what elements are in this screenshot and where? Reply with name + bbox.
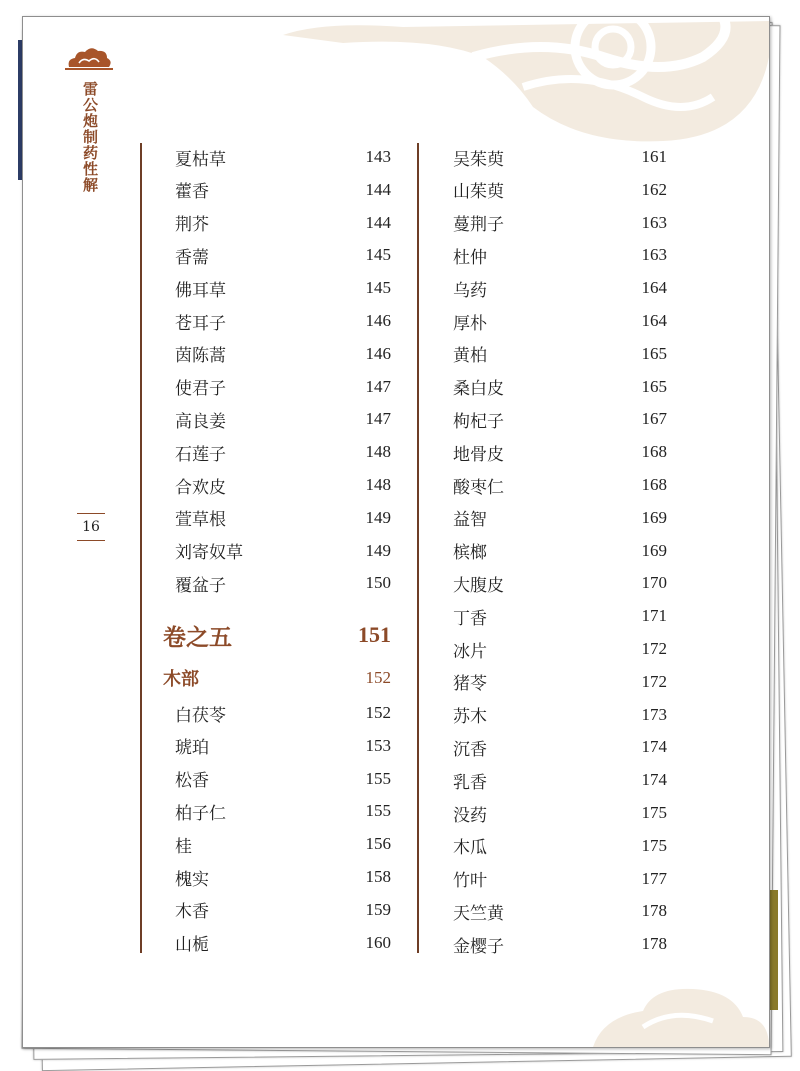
toc-entry[interactable]: [163, 797, 391, 825]
toc-entry-page: 144: [365, 179, 391, 199]
toc-entry-page: 145: [365, 278, 391, 298]
toc-entry[interactable]: [451, 569, 667, 597]
toc-entry[interactable]: [163, 307, 391, 335]
toc-entry-page: 167: [641, 409, 667, 429]
column-divider: [140, 143, 142, 953]
toc-entry-page: 173: [641, 704, 667, 724]
toc-entry-page: 171: [641, 606, 667, 626]
toc-entry-name: 桂: [175, 836, 192, 857]
toc-entry-name: 覆盆子: [175, 575, 226, 596]
toc-entry[interactable]: [163, 340, 391, 368]
toc-entry-page: 146: [365, 343, 391, 363]
section-heading[interactable]: [163, 663, 391, 693]
toc-entry[interactable]: [451, 438, 667, 466]
toc-entry-page: 169: [641, 507, 667, 527]
toc-entry-page: 172: [641, 671, 667, 691]
toc-entry[interactable]: [163, 699, 391, 727]
toc-entry-name: 天竺黄: [453, 903, 504, 924]
toc-entry-name: 吴茱萸: [453, 149, 504, 170]
toc-entry-page: 177: [641, 868, 667, 888]
toc-entry-page: 178: [641, 934, 667, 954]
toc-entry-name: 苏木: [453, 707, 487, 728]
toc-entry-name: 松香: [175, 771, 209, 792]
cloud-pattern-decoration: [283, 17, 769, 147]
toc-entry-name: 猪苓: [453, 674, 487, 695]
toc-entry-page: 158: [365, 867, 391, 886]
toc-entry[interactable]: [163, 569, 391, 597]
toc-entry-page: 143: [365, 147, 391, 166]
toc-entry[interactable]: [451, 832, 667, 860]
toc-entry-page: 160: [365, 932, 391, 952]
toc-entry-name: 白茯苓: [175, 705, 226, 726]
toc-entry-name: 山茱萸: [453, 182, 504, 203]
toc-entry[interactable]: [163, 405, 391, 433]
page-number: 16: [77, 513, 105, 541]
toc-entry-name: 蔓荆子: [453, 215, 504, 236]
toc-entry[interactable]: [451, 504, 667, 532]
toc-entry-name: 使君子: [175, 379, 226, 400]
toc-entry[interactable]: [163, 241, 391, 269]
toc-entry[interactable]: [451, 274, 667, 302]
toc-entry-name: 高良姜: [175, 411, 226, 432]
book-title: 雷公炮制药性解: [81, 81, 99, 193]
toc-entry-name: 合欢皮: [175, 477, 226, 498]
toc-entry-page: 174: [641, 737, 667, 757]
toc-entry[interactable]: [451, 471, 667, 499]
section-title: 木部: [163, 669, 199, 690]
toc-entry[interactable]: [163, 209, 391, 237]
toc-entry-name: 冰片: [453, 641, 487, 662]
toc-entry-name: 茵陈蒿: [175, 346, 226, 367]
toc-entry-page: 168: [641, 475, 667, 494]
toc-entry-page: 163: [641, 245, 667, 265]
toc-entry[interactable]: [163, 537, 391, 565]
toc-entry-name: 乳香: [453, 772, 487, 793]
toc-entry[interactable]: [451, 373, 667, 401]
toc-entry-name: 荆芥: [175, 215, 209, 236]
toc-entry-name: 丁香: [453, 608, 487, 629]
toc-entry-name: 槟榔: [453, 543, 487, 564]
toc-entry[interactable]: [451, 340, 667, 368]
toc-entry[interactable]: [163, 438, 391, 466]
toc-entry-name: 香薷: [175, 247, 209, 268]
toc-entry[interactable]: [451, 241, 667, 269]
toc-entry-name: 桑白皮: [453, 379, 504, 400]
toc-entry-name: 琥珀: [175, 738, 209, 759]
toc-entry[interactable]: [451, 537, 667, 565]
toc-entry-page: 156: [365, 834, 391, 854]
toc-entry-page: 148: [365, 475, 391, 494]
toc-entry[interactable]: [451, 701, 667, 729]
toc-entry-page: 144: [365, 212, 391, 232]
toc-page: [22, 16, 770, 1048]
toc-entry-name: 佛耳草: [175, 280, 226, 301]
toc-entry-name: 厚朴: [453, 313, 487, 334]
volume-title: 卷之五: [163, 623, 232, 651]
toc-entry-name: 藿香: [175, 182, 209, 203]
toc-entry[interactable]: [451, 733, 667, 761]
toc-entry-page: 153: [365, 735, 391, 755]
toc-entry[interactable]: [451, 143, 667, 171]
toc-entry[interactable]: [163, 732, 391, 760]
toc-entry-page: 164: [641, 278, 667, 298]
toc-entry[interactable]: [451, 209, 667, 237]
toc-entry[interactable]: [451, 799, 667, 827]
cloud-pattern-decoration: [583, 977, 769, 1047]
toc-entry-page: 149: [365, 540, 391, 560]
toc-entry-page: 150: [365, 573, 391, 593]
toc-entry-name: 沉香: [453, 739, 487, 760]
toc-entry-page: 178: [641, 901, 667, 921]
toc-entry-page: 147: [365, 376, 391, 396]
toc-entry[interactable]: [451, 930, 667, 958]
toc-entry-name: 夏枯草: [175, 149, 226, 170]
toc-entry-name: 地骨皮: [453, 444, 504, 465]
volume-heading[interactable]: [163, 617, 391, 653]
toc-entry-name: 竹叶: [453, 871, 487, 892]
toc-entry-name: 金樱子: [453, 936, 504, 957]
toc-entry[interactable]: [451, 865, 667, 893]
toc-entry[interactable]: [163, 176, 391, 204]
toc-entry-page: 165: [641, 376, 667, 396]
toc-entry[interactable]: [451, 897, 667, 925]
toc-entry[interactable]: [451, 405, 667, 433]
toc-entry-page: 162: [641, 179, 667, 199]
volume-page: 151: [358, 622, 391, 647]
toc-entry[interactable]: [163, 929, 391, 957]
toc-entry-name: 木香: [175, 902, 209, 923]
toc-entry-page: 147: [365, 409, 391, 429]
toc-entry[interactable]: [163, 863, 391, 891]
toc-entry[interactable]: [451, 766, 667, 794]
toc-entry-page: 163: [641, 212, 667, 232]
toc-entry-page: 155: [365, 801, 391, 821]
toc-entry[interactable]: [163, 373, 391, 401]
toc-entry-page: 152: [365, 703, 391, 722]
auspicious-cloud-icon: [65, 45, 113, 73]
toc-entry-page: 149: [365, 507, 391, 527]
toc-entry-page: 164: [641, 311, 667, 330]
toc-entry-page: 161: [641, 147, 667, 166]
toc-entry[interactable]: [163, 896, 391, 924]
toc-entry[interactable]: [451, 602, 667, 630]
toc-entry-page: 165: [641, 343, 667, 363]
toc-entry-page: 175: [641, 803, 667, 822]
toc-entry-name: 杜仲: [453, 247, 487, 268]
toc-entry-name: 乌药: [453, 280, 487, 301]
toc-entry-name: 枸杞子: [453, 411, 504, 432]
toc-entry-name: 没药: [453, 805, 487, 826]
toc-entry[interactable]: [163, 765, 391, 793]
toc-entry[interactable]: [451, 176, 667, 204]
toc-entry[interactable]: [163, 143, 391, 171]
toc-entry-name: 刘寄奴草: [175, 543, 243, 564]
toc-entry[interactable]: [163, 471, 391, 499]
toc-entry[interactable]: [451, 307, 667, 335]
section-page: 152: [365, 668, 391, 687]
toc-entry-page: 172: [641, 639, 667, 658]
toc-entry-name: 黄柏: [453, 346, 487, 367]
toc-entry-page: 169: [641, 540, 667, 560]
toc-entry-name: 益智: [453, 510, 487, 531]
toc-entry-name: 柏子仁: [175, 803, 226, 824]
toc-entry-page: 148: [365, 442, 391, 462]
toc-entry-name: 石莲子: [175, 444, 226, 465]
toc-entry-page: 170: [641, 573, 667, 593]
toc-entry-page: 168: [641, 442, 667, 462]
toc-entry-page: 159: [365, 899, 391, 919]
toc-entry-name: 苍耳子: [175, 313, 226, 334]
toc-entry-name: 酸枣仁: [453, 477, 504, 498]
toc-entry-page: 174: [641, 770, 667, 790]
page-edge-strip: [770, 890, 778, 1010]
toc-entry-page: 146: [365, 311, 391, 330]
toc-entry[interactable]: [451, 635, 667, 663]
toc-entry-name: 萱草根: [175, 510, 226, 531]
toc-entry-name: 槐实: [175, 869, 209, 890]
toc-entry[interactable]: [163, 830, 391, 858]
toc-entry-page: 145: [365, 245, 391, 265]
toc-entry[interactable]: [451, 668, 667, 696]
toc-entry[interactable]: [163, 504, 391, 532]
toc-entry-name: 大腹皮: [453, 575, 504, 596]
toc-entry[interactable]: [163, 274, 391, 302]
column-divider: [417, 143, 419, 953]
toc-entry-name: 木瓜: [453, 838, 487, 859]
toc-entry-name: 山栀: [175, 935, 209, 956]
toc-entry-page: 175: [641, 835, 667, 855]
toc-entry-page: 155: [365, 768, 391, 788]
